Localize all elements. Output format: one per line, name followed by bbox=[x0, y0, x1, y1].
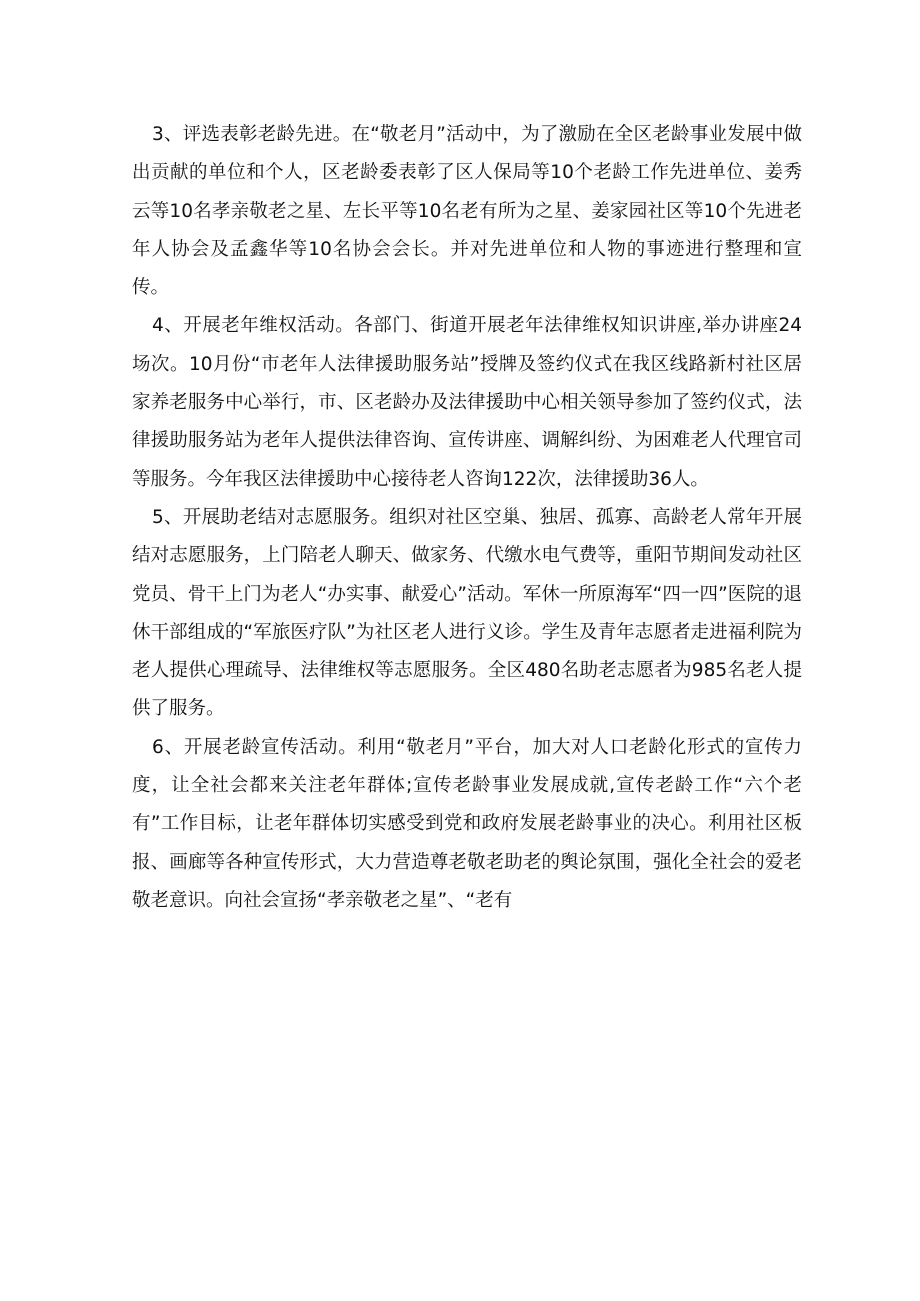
paragraph-item-4-legal-rights: 4、开展老年维权活动。各部门、街道开展老年法律维权知识讲座,举办讲座24场次。10月份“市老年人法律援助服务站”授牌及签约仪式在我区线路新村社区居家养老服务中心举行，市、区老龄办及法律援助中心相关领导参加了签约仪式，法律援助服务站为老年人提供法律咨询、宣传讲座、调解纠纷、为困难老人代理官司等服务。今年我区法律援助中心接待老人咨询122次，法律援助36人。 bbox=[132, 315, 802, 490]
paragraph-item-3-awards: 3、评选表彰老龄先进。在“敬老月”活动中，为了激励在全区老龄事业发展中做出贡献的单位和个人，区老龄委表彰了区人保局等10个老龄工作先进单位、姜秀云等10名孝亲敬老之星、左长平等10名老有所为之星、姜家园社区等10个先进老年人协会及孟鑫华等10名协会会长。并对先进单位和人物的事迹进行整理和宣传。 bbox=[132, 124, 802, 299]
document-body bbox=[132, 116, 802, 920]
paragraph-item-6-publicity: 6、开展老龄宣传活动。利用“敬老月”平台，加大对人口老龄化形式的宣传力度，让全社会都来关注老年群体;宣传老龄事业发展成就,宣传老龄工作“六个老有”工作目标，让老年群体切实感受到党和政府发展老龄事业的决心。利用社区板报、画廊等各种宣传形式，大力营造尊老敬老助老的舆论氛围，强化全社会的爱老敬老意识。向社会宣扬“孝亲敬老之星”、“老有 bbox=[132, 736, 802, 911]
paragraph-item-5-volunteer-service: 5、开展助老结对志愿服务。组织对社区空巢、独居、孤寡、高龄老人常年开展结对志愿服务，上门陪老人聊天、做家务、代缴水电气费等，重阳节期间发动社区党员、骨干上门为老人“办实事、献爱心”活动。军休一所原海军“四一四”医院的退休干部组成的“军旅医疗队”为社区老人进行义诊。学生及青年志愿者走进福利院为老人提供心理疏导、法律维权等志愿服务。全区480名助老志愿者为985名老人提供了服务。 bbox=[132, 506, 802, 720]
